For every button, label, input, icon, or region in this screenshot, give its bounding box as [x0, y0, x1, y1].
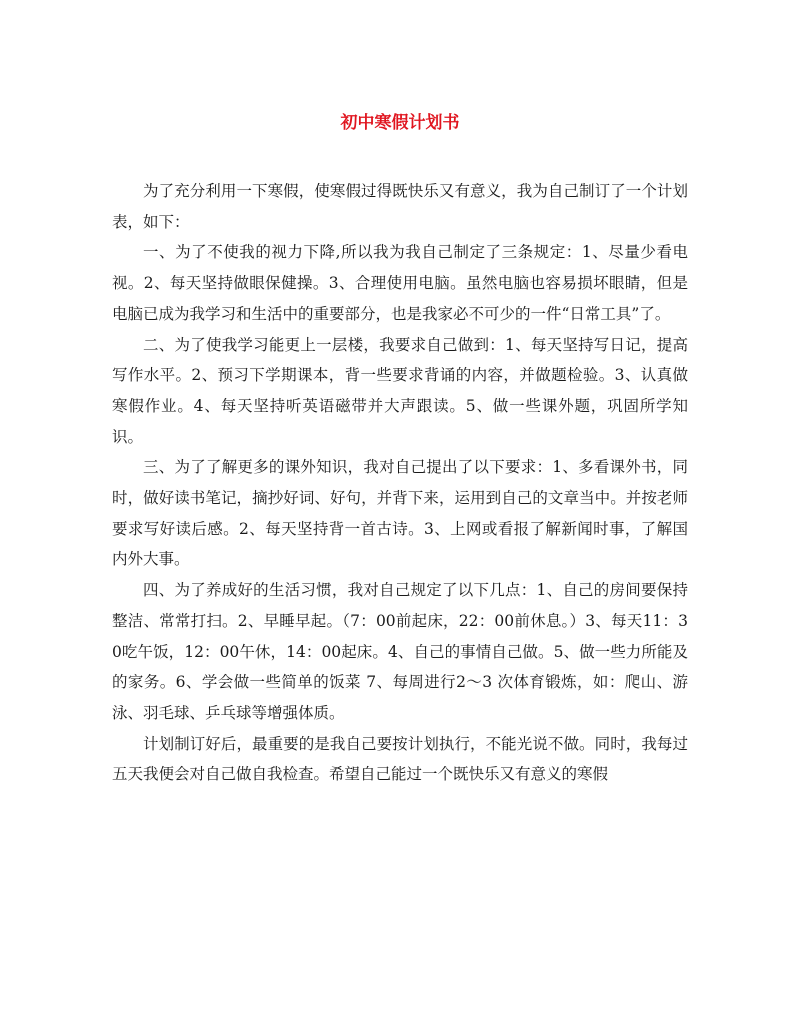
paragraph-conclusion: 计划制订好后，最重要的是我自己要按计划执行，不能光说不做。同时，我每过五天我便会对自己做自我检查。希望自己能过一个既快乐又有意义的寒假	[112, 734, 688, 784]
document-title: 初中寒假计划书	[340, 113, 460, 133]
paragraph-habits: 四、为了养成好的生活习惯，我对自己规定了以下几点：1、自己的房间要保持整洁、常常打扫。2、早睡早起。（7：00前起床，22：00前休息。）3、每天11：30吃午饭，12：00午休，14：00起床。4、自己的事情自己做。5、做一些力所能及的家务。6、学会做一些简单的饭菜 7、每周进行2～3 次体育锻炼，如：爬山、游泳、羽毛球、乒乓球等增强体质。	[112, 581, 688, 722]
paragraph-knowledge: 三、为了了解更多的课外知识，我对自己提出了以下要求：1、多看课外书，同时，做好读书笔记，摘抄好词、好句，并背下来，运用到自己的文章当中。并按老师要求写好读后感。2、每天坚持背一首古诗。3、上网或看报了解新闻时事，了解国内外大事。	[112, 458, 688, 569]
paragraph-eyesight: 一、为了不使我的视力下降,所以我为我自己制定了三条规定：1、尽量少看电视。2、每天坚持做眼保健操。3、合理使用电脑。虽然电脑也容易损坏眼睛，但是电脑已成为我学习和生活中的重要部分，也是我家必不可少的一件“日常工具”了。	[112, 243, 688, 323]
paragraph-study: 二、为了使我学习能更上一层楼，我要求自己做到：1、每天坚持写日记，提高写作水平。2、预习下学期课本，背一些要求背诵的内容，并做题检验。3、认真做寒假作业。4、每天坚持听英语磁带并大声跟读。5、做一些课外题，巩固所学知识。	[112, 335, 688, 446]
paragraph-intro: 为了充分利用一下寒假，使寒假过得既快乐又有意义，我为自己制订了一个计划表，如下：	[112, 182, 688, 231]
document-body	[112, 176, 688, 790]
